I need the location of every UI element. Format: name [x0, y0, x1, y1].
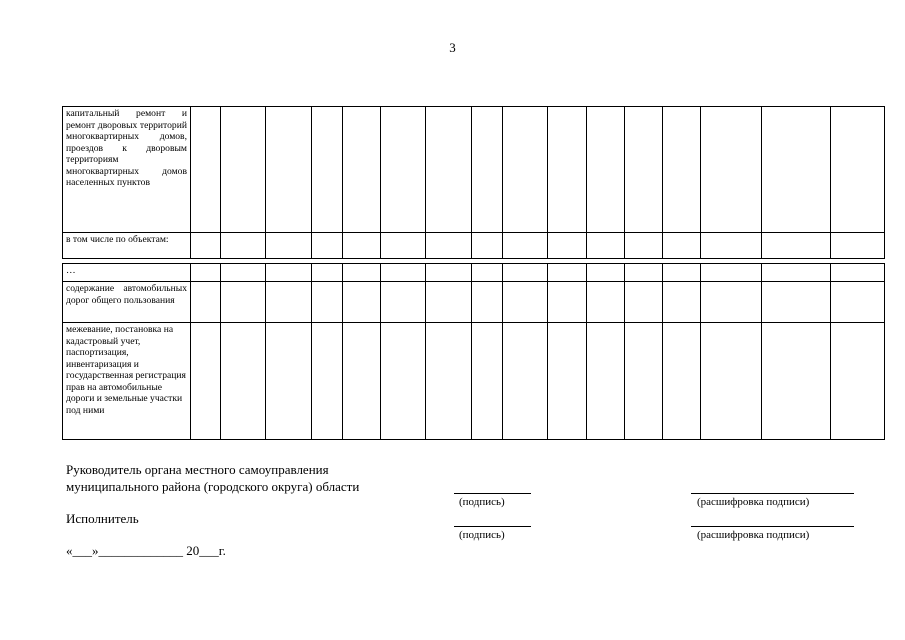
executor-decoding-caption: (расшифровка подписи) — [697, 529, 810, 541]
head-signature-line — [454, 493, 531, 494]
head-decoding-caption: (расшифровка подписи) — [697, 496, 810, 508]
table-row — [63, 233, 885, 259]
head-line-1: Руководитель органа местного самоуправления — [66, 462, 329, 477]
page-number: 3 — [449, 40, 456, 55]
head-title — [66, 461, 359, 495]
table-row — [63, 264, 885, 282]
executor-decoding-line — [691, 526, 854, 527]
row-label: … — [63, 264, 191, 282]
head-line-2: муниципального района (городского округа) области — [66, 479, 360, 494]
executor-label: Исполнитель — [66, 511, 139, 526]
report-table — [62, 106, 885, 440]
row-label: содержание автомобильных дорог общего пользования — [63, 282, 191, 323]
row-label: капитальный ремонт и ремонт дворовых территорий многоквартирных домов, проездов к дворовым территориям многоквартирных домов населенных пунктов — [63, 107, 191, 233]
row-label: в том числе по объектам: — [63, 233, 191, 259]
table-row — [63, 323, 885, 440]
head-signature-caption: (подпись) — [459, 496, 505, 508]
executor-signature-caption: (подпись) — [459, 529, 505, 541]
row-label: межевание, постановка на кадастровый учет, паспортизация, инвентаризация и государственная регистрация прав на автомобильные дороги и земельные участки под ними — [63, 323, 191, 440]
date-line: «___»_____________ 20___г. — [66, 543, 226, 558]
table-row — [63, 282, 885, 323]
executor-signature-line — [454, 526, 531, 527]
head-decoding-line — [691, 493, 854, 494]
table-row — [63, 107, 885, 233]
